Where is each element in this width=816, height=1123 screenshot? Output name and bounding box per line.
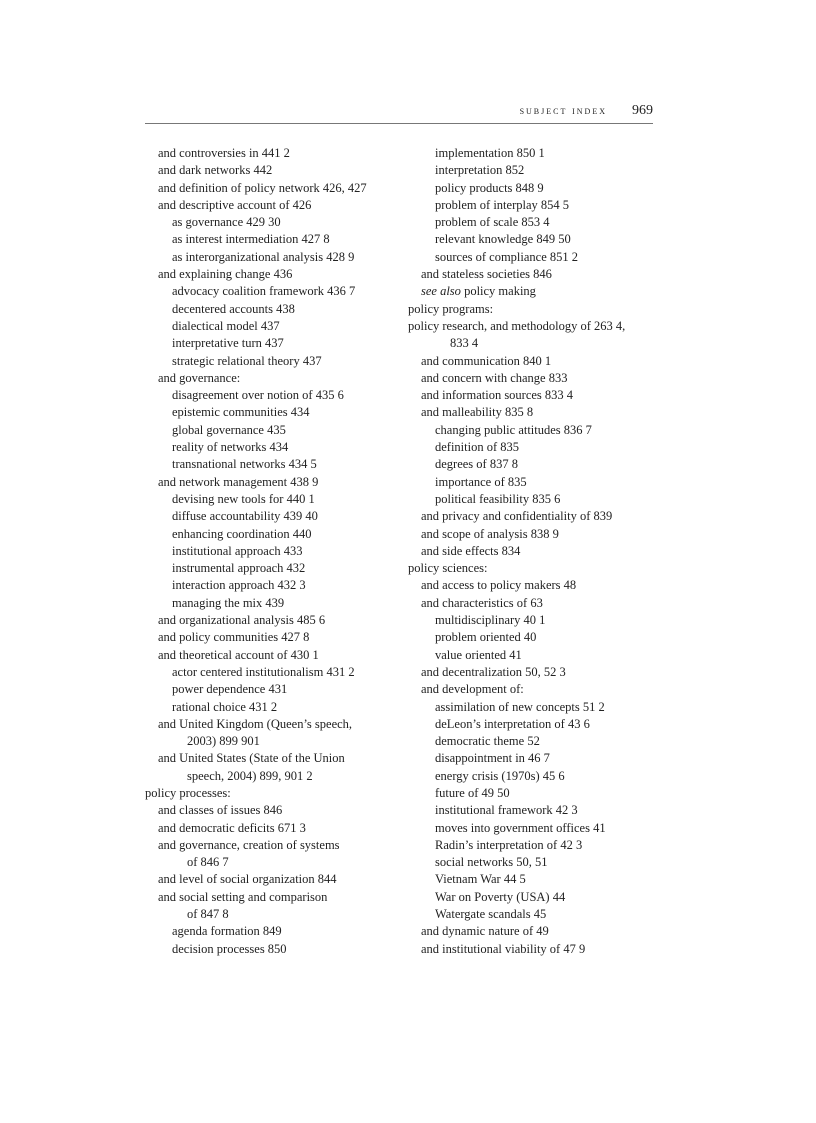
index-entry <box>145 404 395 421</box>
index-entry-text: importance of 835 <box>435 474 527 489</box>
index-entry <box>408 768 658 785</box>
index-entry <box>408 681 658 698</box>
index-entry <box>145 560 395 577</box>
index-entry-text: and network management 438 9 <box>158 474 319 489</box>
index-entry-text: institutional framework 42 3 <box>435 803 578 818</box>
index-entry-text: sources of compliance 851 2 <box>435 249 579 264</box>
index-entry <box>408 491 658 508</box>
index-entry-text: power dependence 431 <box>172 682 288 697</box>
index-entry-text: interpretative turn 437 <box>172 336 284 351</box>
index-entry-text: actor centered institutionalism 431 2 <box>172 664 355 679</box>
index-entry-text: Vietnam War 44 5 <box>435 872 526 887</box>
index-entry <box>408 923 658 940</box>
index-entry <box>145 699 395 716</box>
index-entry <box>408 335 658 352</box>
index-entry-text: instrumental approach 432 <box>172 561 306 576</box>
index-entry-text: and access to policy makers 48 <box>421 578 577 593</box>
index-entry-text: changing public attitudes 836 7 <box>435 422 592 437</box>
index-entry-text: and organizational analysis 485 6 <box>158 613 326 628</box>
index-entry <box>408 197 658 214</box>
index-entry-text: policy processes: <box>145 785 231 800</box>
index-entry-text: policy sciences: <box>408 561 488 576</box>
index-entry <box>145 197 395 214</box>
index-entry <box>408 508 658 525</box>
index-entry <box>145 370 395 387</box>
index-entry <box>145 750 395 767</box>
index-entry <box>408 577 658 594</box>
index-entry-text: policy research, and methodology of 263 4, <box>408 318 626 333</box>
index-entry-text: and institutional viability of 47 9 <box>421 941 586 956</box>
index-entry-text: policy products 848 9 <box>435 180 544 195</box>
index-entry <box>145 474 395 491</box>
index-entry <box>408 266 658 283</box>
index-entry <box>145 820 395 837</box>
index-entry-text: dialectical model 437 <box>172 318 280 333</box>
index-entry <box>408 785 658 802</box>
index-entry-text: of 846 7 <box>187 855 229 870</box>
index-entry-text: advocacy coalition framework 436 7 <box>172 284 356 299</box>
index-entry-text: transnational networks 434 5 <box>172 457 317 472</box>
index-column-left <box>145 145 395 958</box>
index-entry <box>408 283 658 300</box>
index-entry-text: and communication 840 1 <box>421 353 552 368</box>
index-entry <box>145 526 395 543</box>
index-entry-text: 2003) 899 901 <box>187 734 260 749</box>
index-entry <box>145 180 395 197</box>
index-entry <box>145 387 395 404</box>
index-entry <box>408 941 658 958</box>
index-entry <box>145 318 395 335</box>
index-entry <box>145 595 395 612</box>
index-entry <box>408 214 658 231</box>
index-entry <box>145 214 395 231</box>
index-entry-text: decentered accounts 438 <box>172 301 295 316</box>
index-entry-text: and level of social organization 844 <box>158 872 337 887</box>
index-entry-text: institutional approach 433 <box>172 543 303 558</box>
index-entry <box>408 180 658 197</box>
index-entry-text: and governance: <box>158 370 241 385</box>
index-entry-text: energy crisis (1970s) 45 6 <box>435 768 565 783</box>
index-entry <box>145 871 395 888</box>
index-entry <box>408 664 658 681</box>
index-entry <box>408 612 658 629</box>
index-entry-text: 833 4 <box>450 336 479 351</box>
index-entry <box>408 231 658 248</box>
index-entry <box>408 145 658 162</box>
index-entry <box>145 162 395 179</box>
index-entry <box>408 422 658 439</box>
index-heading <box>145 785 395 802</box>
index-entry <box>145 612 395 629</box>
index-entry <box>145 629 395 646</box>
index-entry-text: and dynamic nature of 49 <box>421 924 549 939</box>
index-entry <box>145 266 395 283</box>
see-also-label: see also <box>421 284 461 299</box>
index-entry <box>145 249 395 266</box>
index-entry <box>408 871 658 888</box>
index-entry <box>408 699 658 716</box>
index-entry-text: War on Poverty (USA) 44 <box>435 889 566 904</box>
index-entry-text: as governance 429 30 <box>172 215 281 230</box>
index-entry <box>145 906 395 923</box>
index-entry-text: multidisciplinary 40 1 <box>435 613 546 628</box>
index-entry <box>145 854 395 871</box>
index-entry-text: and information sources 833 4 <box>421 388 574 403</box>
index-entry-text: Radin’s interpretation of 42 3 <box>435 837 583 852</box>
index-entry-text: as interorganizational analysis 428 9 <box>172 249 355 264</box>
index-entry-text: and democratic deficits 671 3 <box>158 820 306 835</box>
index-entry-text: and theoretical account of 430 1 <box>158 647 319 662</box>
index-entry <box>145 543 395 560</box>
index-entry-text: policy making <box>460 284 536 299</box>
index-entry-text: future of 49 50 <box>435 785 510 800</box>
index-entry <box>408 439 658 456</box>
index-entry-text: disagreement over notion of 435 6 <box>172 388 344 403</box>
index-entry-text: social networks 50, 51 <box>435 855 548 870</box>
index-entry-text: and classes of issues 846 <box>158 803 283 818</box>
page-number: 969 <box>632 103 653 118</box>
index-entry <box>145 145 395 162</box>
index-entry-text: interpretation 852 <box>435 163 525 178</box>
index-entry <box>145 335 395 352</box>
index-entry <box>145 768 395 785</box>
index-entry <box>145 647 395 664</box>
index-entry-text: reality of networks 434 <box>172 440 289 455</box>
index-entry-text: and decentralization 50, 52 3 <box>421 664 566 679</box>
index-entry-text: and definition of policy network 426, 427 <box>158 180 367 195</box>
index-entry-text: and stateless societies 846 <box>421 267 552 282</box>
index-entry <box>408 906 658 923</box>
index-entry-text: value oriented 41 <box>435 647 522 662</box>
index-entry <box>408 820 658 837</box>
index-entry-text: definition of 835 <box>435 440 520 455</box>
index-entry <box>408 543 658 560</box>
index-entry-text: problem of interplay 854 5 <box>435 197 569 212</box>
running-header <box>145 103 653 124</box>
index-entry <box>145 491 395 508</box>
index-entry <box>145 283 395 300</box>
index-entry <box>408 162 658 179</box>
index-entry <box>408 716 658 733</box>
index-entry-text: and United Kingdom (Queen’s speech, <box>158 716 353 731</box>
index-entry <box>408 404 658 421</box>
index-entry-text: and controversies in 441 2 <box>158 146 290 160</box>
index-entry-text: rational choice 431 2 <box>172 699 278 714</box>
index-entry-text: as interest intermediation 427 8 <box>172 232 330 247</box>
running-header-title: subject index <box>519 105 607 117</box>
index-entry <box>145 301 395 318</box>
index-entry <box>145 439 395 456</box>
index-entry <box>408 370 658 387</box>
index-entry <box>145 733 395 750</box>
index-entry <box>145 941 395 958</box>
index-column-right <box>408 145 658 958</box>
index-entry <box>408 474 658 491</box>
index-entry-text: political feasibility 835 6 <box>435 491 561 506</box>
index-entry <box>145 577 395 594</box>
index-entry <box>408 353 658 370</box>
index-entry <box>145 353 395 370</box>
index-entry-text: deLeon’s interpretation of 43 6 <box>435 716 590 731</box>
index-entry-text: global governance 435 <box>172 422 286 437</box>
index-entry <box>408 526 658 543</box>
index-entry-text: devising new tools for 440 1 <box>172 491 315 506</box>
index-entry-text: interaction approach 432 3 <box>172 578 306 593</box>
index-entry <box>408 249 658 266</box>
index-entry-text: and privacy and confidentiality of 839 <box>421 509 613 524</box>
index-entry-text: and social setting and comparison <box>158 889 328 904</box>
index-entry-text: and policy communities 427 8 <box>158 630 310 645</box>
index-entry-text: democratic theme 52 <box>435 734 540 749</box>
index-entry-text: and scope of analysis 838 9 <box>421 526 559 541</box>
index-entry <box>145 802 395 819</box>
index-entry-text: speech, 2004) 899, 901 2 <box>187 768 313 783</box>
index-entry-text: of 847 8 <box>187 907 229 922</box>
index-entry-text: enhancing coordination 440 <box>172 526 312 541</box>
index-entry <box>408 629 658 646</box>
index-entry <box>408 647 658 664</box>
index-entry-text: and descriptive account of 426 <box>158 197 312 212</box>
index-entry-text: and side effects 834 <box>421 543 521 558</box>
index-entry <box>408 889 658 906</box>
index-entry-text: and malleability 835 8 <box>421 405 534 420</box>
index-entry-text: and governance, creation of systems <box>158 837 340 852</box>
index-entry-text: assimilation of new concepts 51 2 <box>435 699 605 714</box>
index-entry-text: problem oriented 40 <box>435 630 537 645</box>
index-entry-text: managing the mix 439 <box>172 595 285 610</box>
index-entry <box>145 231 395 248</box>
index-entry-text: and concern with change 833 <box>421 370 568 385</box>
index-heading <box>408 301 658 318</box>
index-entry <box>408 750 658 767</box>
index-entry-text: strategic relational theory 437 <box>172 353 322 368</box>
index-entry <box>145 508 395 525</box>
index-entry-text: relevant knowledge 849 50 <box>435 232 571 247</box>
index-entry <box>145 681 395 698</box>
index-entry <box>145 716 395 733</box>
index-entry-text: problem of scale 853 4 <box>435 215 550 230</box>
index-entry-text: diffuse accountability 439 40 <box>172 509 318 524</box>
index-entry-text: policy programs: <box>408 301 494 316</box>
index-heading <box>408 318 658 335</box>
index-entry <box>145 664 395 681</box>
index-entry-text: degrees of 837 8 <box>435 457 518 472</box>
index-entry-text: and development of: <box>421 682 524 697</box>
index-entry-text: disappointment in 46 7 <box>435 751 550 766</box>
index-entry <box>408 733 658 750</box>
index-entry <box>408 802 658 819</box>
index-entry <box>145 837 395 854</box>
index-entry-text: Watergate scandals 45 <box>435 907 547 922</box>
index-entry-text: implementation 850 1 <box>435 146 545 160</box>
index-heading <box>408 560 658 577</box>
index-entry-text: and United States (State of the Union <box>158 751 345 766</box>
index-entry-text: and dark networks 442 <box>158 163 273 178</box>
index-entry-text: and explaining change 436 <box>158 267 293 282</box>
index-entry <box>408 387 658 404</box>
index-entry <box>408 456 658 473</box>
index-entry <box>145 923 395 940</box>
index-entry <box>408 595 658 612</box>
index-entry-text: agenda formation 849 <box>172 924 282 939</box>
index-entry <box>408 837 658 854</box>
index-entry-text: moves into government offices 41 <box>435 820 606 835</box>
index-entry-text: decision processes 850 <box>172 941 287 956</box>
index-entry <box>145 422 395 439</box>
index-entry-text: and characteristics of 63 <box>421 595 543 610</box>
index-entry <box>408 854 658 871</box>
index-entry-text: epistemic communities 434 <box>172 405 310 420</box>
index-entry <box>145 889 395 906</box>
index-entry <box>145 456 395 473</box>
